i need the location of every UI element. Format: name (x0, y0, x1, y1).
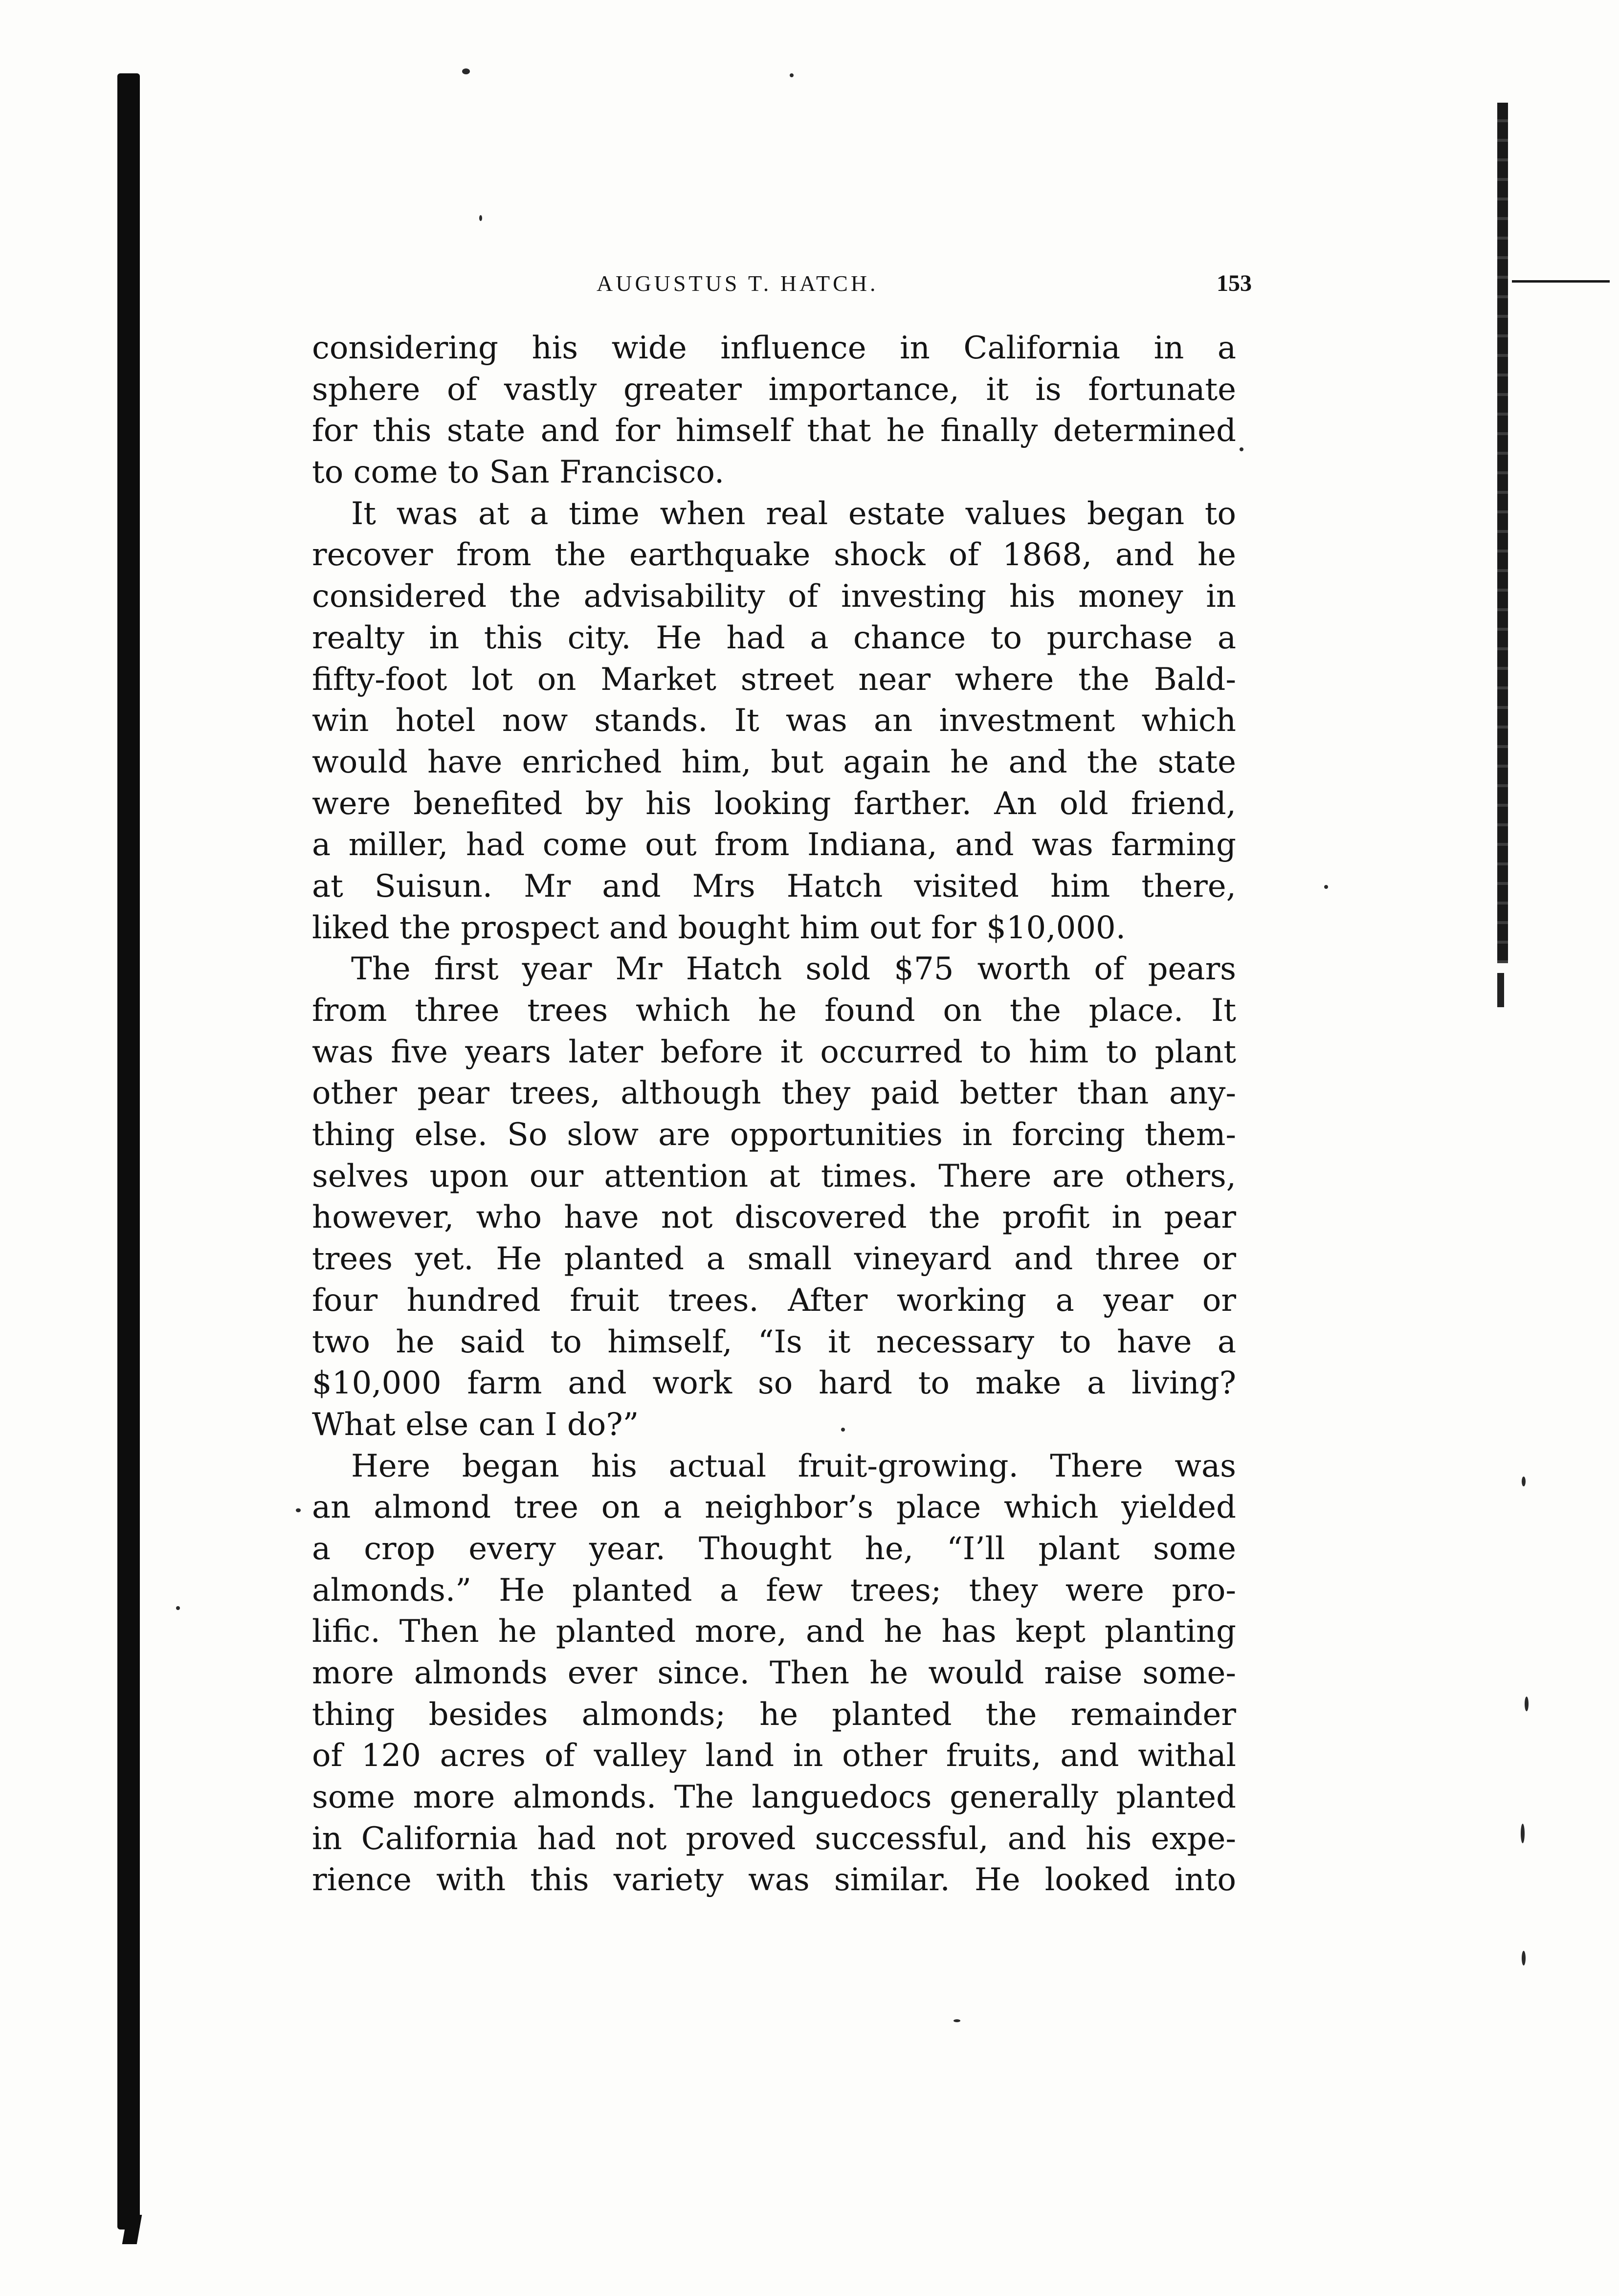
text-line: in California had not proved successful, and his expe- (312, 1820, 1236, 1857)
running-head (597, 264, 1252, 303)
text-line: was five years later before it occurred to him to plant (312, 1034, 1236, 1070)
text-line: more almonds ever since. Then he would raise some- (312, 1655, 1236, 1691)
ink-speck (1525, 1697, 1529, 1711)
text-line: fifty-foot lot on Market street near where the Bald- (312, 661, 1236, 698)
text-line: selves upon our attention at times. There are others, (312, 1158, 1236, 1194)
text-line: a miller, had come out from Indiana, and was farming (312, 827, 1236, 863)
text-line: thing else. So slow are opportunities in forcing them- (312, 1117, 1236, 1153)
text-line: thing besides almonds; he planted the remainder (312, 1696, 1236, 1733)
text-line: some more almonds. The languedocs generally planted (312, 1779, 1236, 1816)
text-line: an almond tree on a neighbor’s place which yielded (312, 1489, 1236, 1526)
text-line: at Suisun. Mr and Mrs Hatch visited him there, (312, 868, 1236, 905)
ink-speck (790, 73, 794, 77)
text-line: trees yet. He planted a small vineyard and three or (312, 1241, 1236, 1278)
ink-speck (296, 1508, 301, 1512)
text-line: however, who have not discovered the profit in pear (312, 1199, 1236, 1236)
ink-speck (462, 68, 470, 74)
text-line: for this state and for himself that he finally determined (312, 413, 1236, 449)
paragraph-last-line: liked the prospect and bought him out for $10,000. (312, 909, 1126, 946)
right-margin-rule (1512, 280, 1610, 283)
ink-speck (176, 1606, 180, 1610)
paragraph-first-line: The first year Mr Hatch sold $75 worth of pears (351, 951, 1236, 988)
text-line: sphere of vastly greater importance, it is fortunate (312, 371, 1236, 408)
body-text (312, 328, 1236, 1901)
ink-speck (479, 215, 482, 221)
running-title: AUGUSTUS T. HATCH. (597, 271, 879, 296)
text-line: $10,000 farm and work so hard to make a living? (312, 1365, 1236, 1402)
ink-speck (1522, 1477, 1526, 1486)
text-line: rience with this variety was similar. He looked into (312, 1862, 1236, 1899)
text-line: four hundred fruit trees. After working a year or (312, 1282, 1236, 1319)
text-line: considering his wide influence in California in a (312, 330, 1236, 366)
page-number: 153 (1217, 270, 1252, 296)
ink-speck (954, 2019, 960, 2022)
text-line: a crop every year. Thought he, “I’ll plant some (312, 1530, 1236, 1567)
right-scan-edge-fragment (1497, 973, 1504, 1007)
text-line: realty in this city. He had a chance to purchase a (312, 619, 1236, 656)
text-line: two he said to himself, “Is it necessary to have a (312, 1324, 1236, 1360)
text-line: of 120 acres of valley land in other fruits, and withal (312, 1738, 1236, 1774)
paragraph-last-line: What else can I do?” (312, 1406, 639, 1443)
text-line: recover from the earthquake shock of 1868, and he (312, 537, 1236, 574)
ink-speck (1324, 885, 1328, 889)
text-line: considered the advisability of investing his money in (312, 578, 1236, 615)
binding-edge-shadow (117, 73, 140, 2230)
paragraph-last-line: to come to San Francisco. (312, 454, 725, 491)
ink-speck (1522, 1951, 1526, 1965)
paragraph-first-line: Here began his actual fruit-growing. There was (351, 1448, 1236, 1484)
right-scan-edge (1497, 103, 1508, 963)
text-line: were benefited by his looking farther. An old friend, (312, 785, 1236, 822)
ink-speck (1240, 447, 1243, 451)
text-line: win hotel now stands. It was an investment which (312, 703, 1236, 739)
text-line: from three trees which he found on the place. It (312, 993, 1236, 1029)
text-line: other pear trees, although they paid better than any- (312, 1075, 1236, 1112)
text-line: almonds.” He planted a few trees; they were pro- (312, 1572, 1236, 1609)
ink-speck (1521, 1824, 1525, 1843)
text-line: lific. Then he planted more, and he has kept planting (312, 1613, 1236, 1650)
paragraph-first-line: It was at a time when real estate values began to (351, 495, 1236, 532)
text-line: would have enriched him, but again he and the state (312, 744, 1236, 780)
